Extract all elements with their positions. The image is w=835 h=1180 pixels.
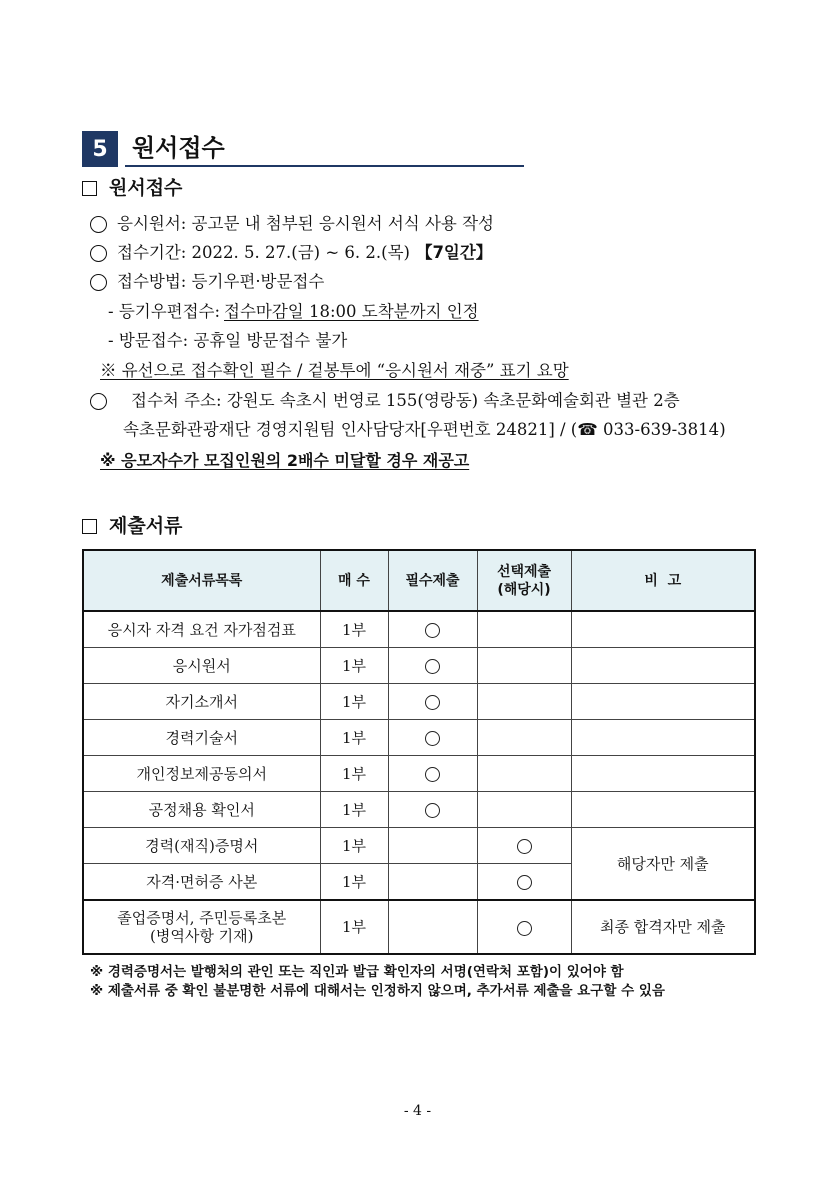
- doc-optional-cell: [477, 720, 571, 756]
- table-row: [83, 611, 755, 648]
- table-row: [83, 900, 755, 954]
- square-bullet-icon: [82, 519, 97, 534]
- doc-count-cell: 1부: [320, 792, 388, 828]
- circle-bullet-icon: [90, 393, 107, 410]
- doc-remarks-cell: [571, 756, 755, 792]
- doc-name-cell: 응시자 자격 요건 자가점검표: [83, 611, 320, 648]
- doc-name-cell: 응시원서: [83, 648, 320, 684]
- doc-remarks-cell: 최종 합격자만 제출: [571, 900, 755, 954]
- reception-item-text: 접수방법: 등기우편·방문접수: [117, 272, 325, 291]
- table-row: [83, 720, 755, 756]
- optional-mark-icon: [517, 839, 532, 854]
- doc-name-cell: 공정채용 확인서: [83, 792, 320, 828]
- square-bullet-icon: [82, 181, 97, 196]
- doc-required-cell: [388, 828, 477, 864]
- doc-optional-cell: [477, 684, 571, 720]
- sub-item-underlined: 접수마감일 18:00 도착분까지 인정: [224, 302, 479, 321]
- doc-name-cell: 자기소개서: [83, 684, 320, 720]
- sub-item-registered-mail: [108, 300, 479, 324]
- col-header-name: 제출서류목록: [83, 550, 320, 611]
- required-mark-icon: [425, 623, 440, 638]
- doc-name-cell: 경력기술서: [83, 720, 320, 756]
- doc-required-cell: [388, 864, 477, 901]
- col-header-required: 필수제출: [388, 550, 477, 611]
- reception-heading: [82, 175, 182, 201]
- doc-remarks-cell: [571, 648, 755, 684]
- required-mark-icon: [425, 695, 440, 710]
- doc-count-cell: 1부: [320, 864, 388, 901]
- reception-item-text: 응시원서: 공고문 내 첨부된 응시원서 서식 사용 작성: [117, 214, 494, 233]
- circle-bullet-icon: [90, 216, 107, 233]
- doc-remarks-cell: [571, 720, 755, 756]
- table-row: [83, 828, 755, 864]
- doc-name-cell: 졸업증명서, 주민등록초본 (병역사항 기재): [83, 900, 320, 954]
- section-title-underline: [125, 165, 524, 167]
- doc-count-cell: 1부: [320, 828, 388, 864]
- col-header-remarks: 비 고: [571, 550, 755, 611]
- reception-item-period: [90, 241, 492, 265]
- doc-remarks-cell: 해당자만 제출: [571, 828, 755, 901]
- doc-count-cell: 1부: [320, 900, 388, 954]
- required-mark-icon: [425, 659, 440, 674]
- sub-item-visit: [108, 329, 347, 353]
- required-mark-icon: [425, 767, 440, 782]
- optional-mark-icon: [517, 875, 532, 890]
- table-row: [83, 792, 755, 828]
- doc-name-cell: 개인정보제공동의서: [83, 756, 320, 792]
- period-days-highlight: 【7일간】: [415, 243, 493, 262]
- doc-optional-cell: [477, 648, 571, 684]
- circle-bullet-icon: [90, 245, 107, 262]
- table-row: [83, 684, 755, 720]
- doc-optional-cell: [477, 864, 571, 901]
- page-number: - 4 -: [403, 1103, 432, 1119]
- doc-count-cell: 1부: [320, 684, 388, 720]
- doc-count-cell: 1부: [320, 611, 388, 648]
- doc-remarks-cell: [571, 611, 755, 648]
- doc-remarks-cell: [571, 792, 755, 828]
- table-header-row: [83, 550, 755, 611]
- circle-bullet-icon: [90, 274, 107, 291]
- footnote-unclear-docs: ※ 제출서류 중 확인 불분명한 서류에 대해서는 인정하지 않으며, 추가서류 제출을 요구할 수 있음: [90, 983, 665, 999]
- doc-required-cell: [388, 611, 477, 648]
- phone-icon: ☎ 033-639-3814: [577, 420, 720, 439]
- col-header-optional: 선택제출 (해당시): [477, 550, 571, 611]
- footnote-career-cert: ※ 경력증명서는 발행처의 관인 또는 직인과 발급 확인자의 서명(연락처 포함)이 있어야 함: [90, 964, 624, 980]
- doc-required-cell: [388, 756, 477, 792]
- reception-address: [90, 389, 680, 413]
- doc-optional-cell: [477, 611, 571, 648]
- sub-item-label: - 등기우편접수:: [108, 302, 221, 321]
- doc-optional-cell: [477, 756, 571, 792]
- doc-required-cell: [388, 900, 477, 954]
- table-row: [83, 756, 755, 792]
- address-line-2-suffix: ): [719, 420, 726, 439]
- col-header-count: 매 수: [320, 550, 388, 611]
- note-reannouncement: ※ 응모자수가 모집인원의 2배수 미달할 경우 재공고: [100, 451, 470, 470]
- documents-heading: [82, 513, 182, 539]
- doc-required-cell: [388, 720, 477, 756]
- table-row: [83, 648, 755, 684]
- sub-item-label: - 방문접수: 공휴일 방문접수 불가: [108, 331, 348, 350]
- reception-address-line-2: [123, 418, 726, 442]
- doc-required-cell: [388, 684, 477, 720]
- reception-heading-text: 원서접수: [109, 177, 183, 199]
- required-mark-icon: [425, 731, 440, 746]
- doc-optional-cell: [477, 792, 571, 828]
- reception-item-method: [90, 270, 324, 294]
- documents-heading-text: 제출서류: [109, 515, 183, 537]
- doc-count-cell: 1부: [320, 720, 388, 756]
- optional-mark-icon: [517, 921, 532, 936]
- address-line-2: 속초문화관광재단 경영지원팀 인사담당자[우편번호 24821] / (: [123, 420, 578, 439]
- doc-optional-cell: [477, 900, 571, 954]
- doc-count-cell: 1부: [320, 756, 388, 792]
- address-line-1: 접수처 주소: 강원도 속초시 번영로 155(영랑동) 속초문화예술회관 별관 2층: [131, 391, 680, 410]
- doc-count-cell: 1부: [320, 648, 388, 684]
- reception-item-form: [90, 212, 494, 236]
- doc-name-cell: 자격·면허증 사본: [83, 864, 320, 901]
- section-number-badge: 5: [82, 131, 118, 167]
- doc-remarks-cell: [571, 684, 755, 720]
- doc-required-cell: [388, 792, 477, 828]
- doc-optional-cell: [477, 828, 571, 864]
- note-phone-check: ※ 유선으로 접수확인 필수 / 겉봉투에 “응시원서 재중” 표기 요망: [100, 361, 569, 380]
- doc-required-cell: [388, 648, 477, 684]
- doc-name-cell: 경력(재직)증명서: [83, 828, 320, 864]
- reception-item-text: 접수기간: 2022. 5. 27.(금) ~ 6. 2.(목): [117, 243, 410, 262]
- required-mark-icon: [425, 803, 440, 818]
- documents-table: [82, 549, 756, 955]
- section-title: 원서접수: [132, 134, 225, 162]
